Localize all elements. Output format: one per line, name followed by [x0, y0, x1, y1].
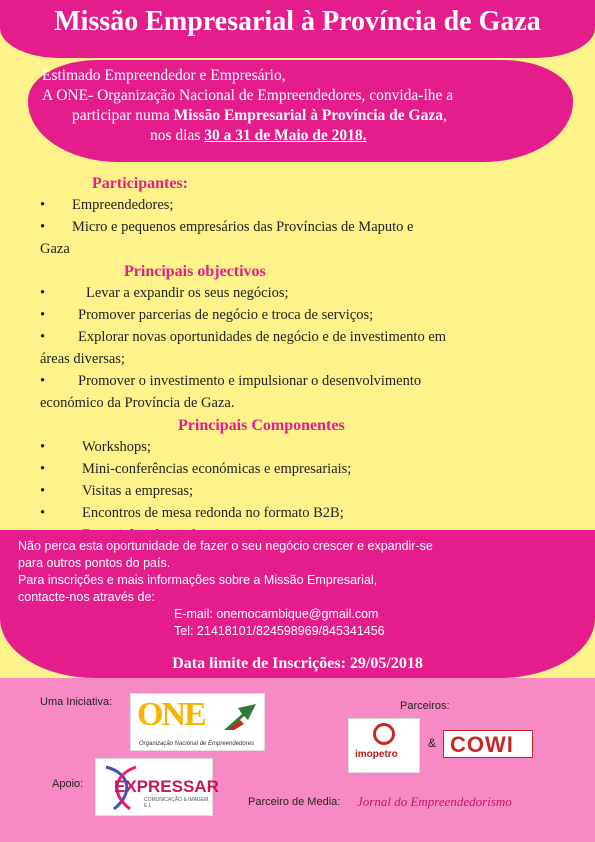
list-item [40, 282, 560, 304]
list-item-continuation: económico da Província de Gaza. [40, 395, 235, 411]
registration-deadline: Data limite de Inscrições: 29/05/2018 [172, 655, 423, 672]
list-item [40, 436, 560, 458]
expressar-logo-subtitle: COMUNICAÇÃO & IMAGEM, E.I. [144, 797, 210, 809]
list-item [40, 326, 560, 348]
bullet-icon: • [40, 461, 46, 477]
partners-label: Parceiros: [400, 700, 450, 712]
bullet-icon: • [40, 329, 46, 345]
one-logo [130, 693, 265, 751]
bullet-icon: • [40, 439, 46, 455]
expressar-logo-text: EXPRESSAR [114, 777, 219, 796]
one-logo-text: ONE [137, 696, 205, 733]
intro-dates-value: 30 a 31 de Maio de 2018. [204, 127, 367, 144]
cowi-logo-text: COWI [450, 732, 514, 757]
contact-phone: Tel: 21418101/824598969/845341456 [174, 624, 385, 638]
cta-line: para outros pontos do país. [18, 556, 171, 570]
bullet-icon: • [40, 285, 46, 301]
list-item [40, 502, 560, 524]
list-item-text: Visitas a empresas; [82, 483, 194, 499]
page-title: Missão Empresarial à Província de Gaza [54, 6, 541, 37]
imopetro-logo [348, 718, 420, 773]
expressar-logo [95, 758, 219, 816]
list-item [40, 458, 560, 480]
cta-line: Para inscrições e mais informações sobre a Missão Empresarial, [18, 573, 378, 587]
list-item [40, 194, 560, 216]
list-item-text: Encontros de mesa redonda no formato B2B; [82, 505, 344, 521]
list-item-continuation: áreas diversas; [40, 351, 125, 367]
list-item [40, 480, 560, 502]
components-heading: Principais Componentes [178, 417, 345, 434]
bullet-icon: • [40, 483, 46, 499]
intro-mission-name: Missão Empresarial à Província de Gaza [173, 107, 443, 124]
one-logo-subtitle: Organização Nacional de Empreendedores [139, 741, 255, 747]
intro-greeting: Estimado Empreendedor e Empresário, [42, 67, 286, 84]
list-item-text: Micro e pequenos empresários das Províncias de Maputo e [72, 219, 414, 235]
bullet-icon: • [40, 307, 46, 323]
cta-line: contacte-nos através de: [18, 590, 155, 604]
cta-line: Não perca esta oportunidade de fazer o seu negócio crescer e expandir-se [18, 539, 433, 553]
intro-dates-pre: nos dias [150, 127, 205, 144]
initiative-label: Uma Iniciativa: [40, 696, 113, 708]
list-item-text: Levar a expandir os seus negócios; [86, 285, 289, 301]
list-item [40, 216, 560, 238]
intro-mission [40, 106, 565, 126]
support-label: Apoio: [52, 778, 84, 790]
imopetro-drop-icon [373, 723, 395, 745]
list-item-text: Empreendedores; [72, 197, 174, 213]
participants-heading: Participantes: [92, 175, 188, 192]
contact-email[interactable]: E-mail: onemocambique@gmail.com [174, 607, 379, 621]
list-item-text: Promover o investimento e impulsionar o desenvolvimento [78, 373, 422, 389]
call-to-action-text [18, 538, 578, 640]
bullet-icon: • [40, 219, 46, 235]
bullet-icon: • [40, 505, 46, 521]
list-item-continuation: Gaza [40, 241, 70, 257]
list-item [40, 370, 560, 392]
intro-mission-pre: participar numa [72, 107, 174, 124]
footer [0, 678, 595, 842]
swoosh-icon [224, 704, 256, 730]
bullet-icon: • [40, 197, 46, 213]
cowi-logo [443, 730, 533, 758]
intro-text [40, 66, 565, 146]
list-item-text: Workshops; [82, 439, 151, 455]
media-partner-name: Jornal do Empreendedorismo [357, 794, 512, 809]
intro-invite: A ONE- Organização Nacional de Empreendedores, convida-lhe a [42, 87, 454, 104]
imopetro-logo-text: imopetro [355, 749, 398, 760]
list-item-text: Mini-conferências económicas e empresariais; [82, 461, 352, 477]
main-content [40, 174, 560, 546]
intro-dates [40, 126, 565, 146]
list-item-text: Explorar novas oportunidades de negócio e de investimento em [78, 329, 447, 345]
list-item [40, 304, 560, 326]
objectives-heading: Principais objectivos [124, 263, 266, 280]
intro-mission-post: , [442, 107, 447, 124]
bullet-icon: • [40, 373, 46, 389]
partners-ampersand: & [428, 736, 437, 750]
list-item-text: Promover parcerias de negócio e troca de serviços; [78, 307, 374, 323]
media-partner-label: Parceiro de Media: [248, 796, 341, 808]
